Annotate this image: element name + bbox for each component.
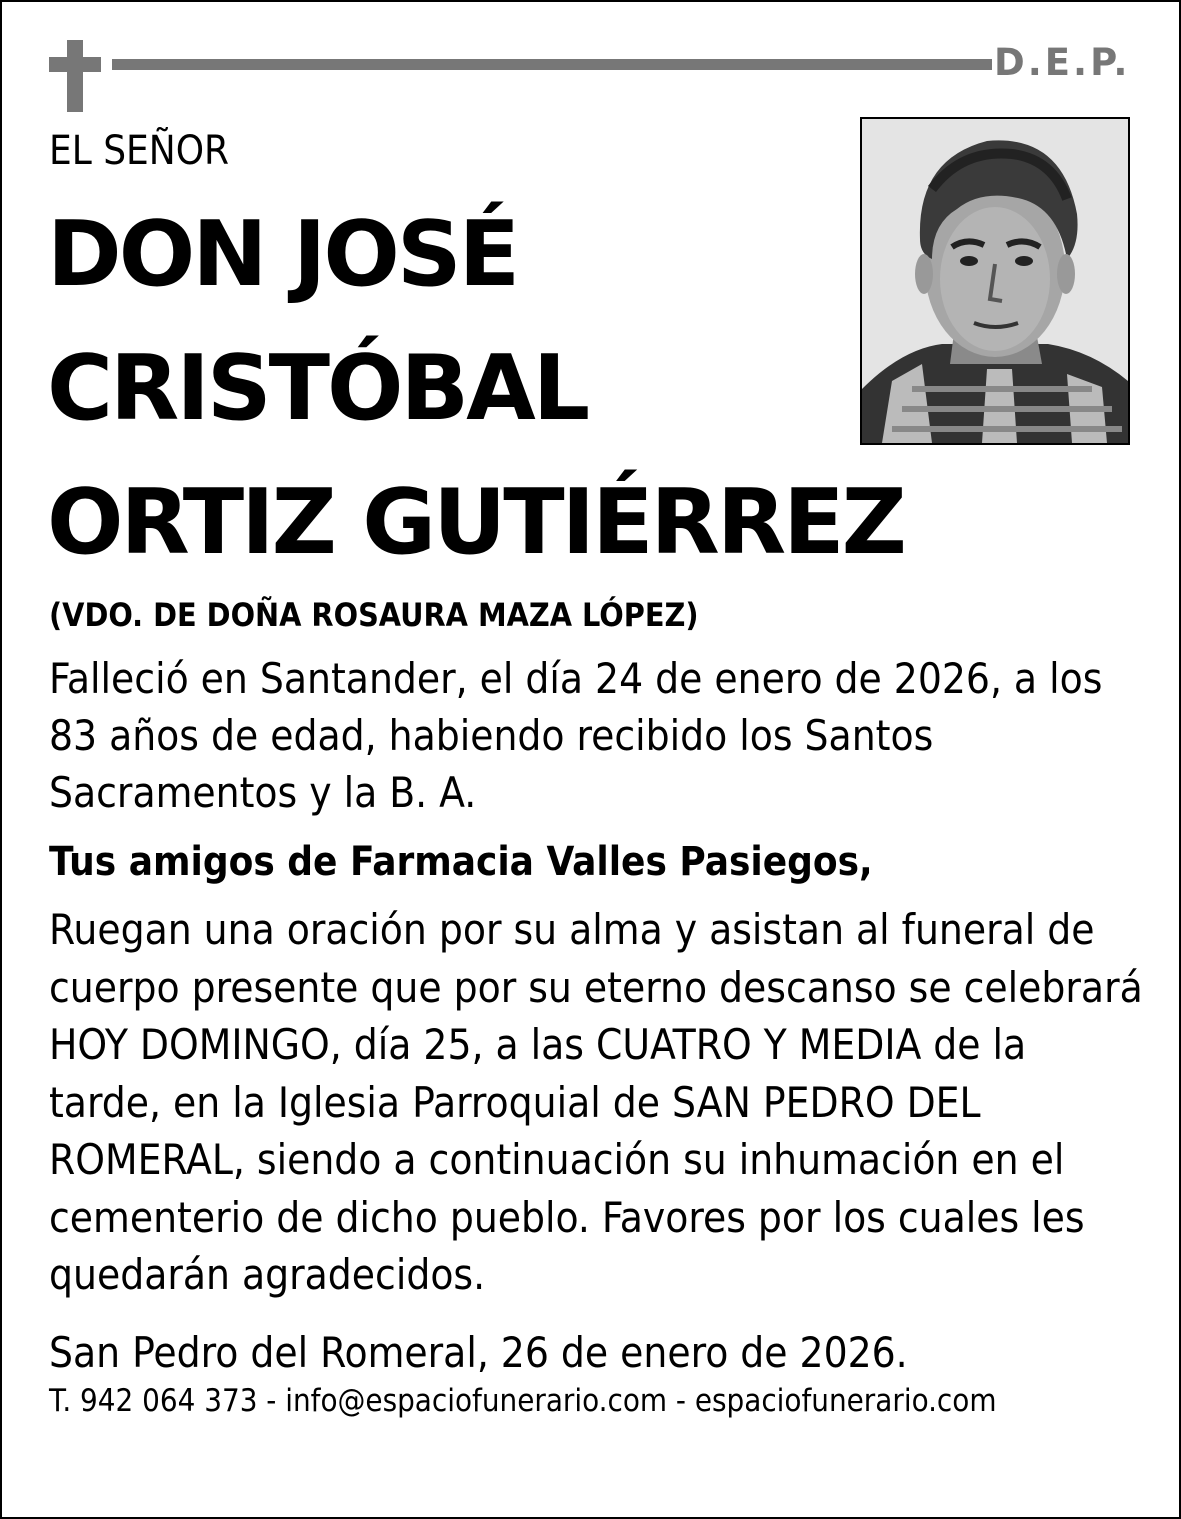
dep-label: D.E.P. (994, 41, 1131, 84)
funeral-details: Ruegan una oración por su alma y asistan al funeral de cuerpo presente que por su eterno descanso se celebrará HOY DOMINGO, día 25, a las CUATRO Y MEDIA de la tarde, en la Iglesia Parroquial de SAN PEDRO DEL ROMERAL, siendo a continuación su inhumación en el cementerio de dicho pueblo. Favores por los cuales les quedarán agradecidos. (49, 905, 1143, 1299)
place-date: San Pedro del Romeral, 26 de enero de 2026. (49, 1328, 908, 1377)
widow-of-line: (VDO. DE DOÑA ROSAURA MAZA LÓPEZ) (49, 596, 699, 634)
honorific: EL SEÑOR (49, 128, 230, 174)
name-line: DON JOSÉ (47, 202, 518, 307)
death-announcement: Falleció en Santander, el día 24 de enero de 2026, a los 83 años de edad, habiendo recibido los Santos Sacramentos y la B. A. (49, 654, 1103, 817)
deceased-name (47, 188, 904, 590)
cross-icon (49, 40, 101, 112)
header-rule (112, 59, 992, 70)
contact-line: T. 942 064 373 - info@espaciofunerario.com - espaciofunerario.com (49, 1383, 997, 1419)
portrait-photo (860, 117, 1130, 445)
name-line: CRISTÓBAL (47, 336, 588, 441)
name-line: ORTIZ GUTIÉRREZ (47, 470, 904, 575)
senders-line: Tus amigos de Farmacia Valles Pasiegos, (49, 839, 873, 885)
